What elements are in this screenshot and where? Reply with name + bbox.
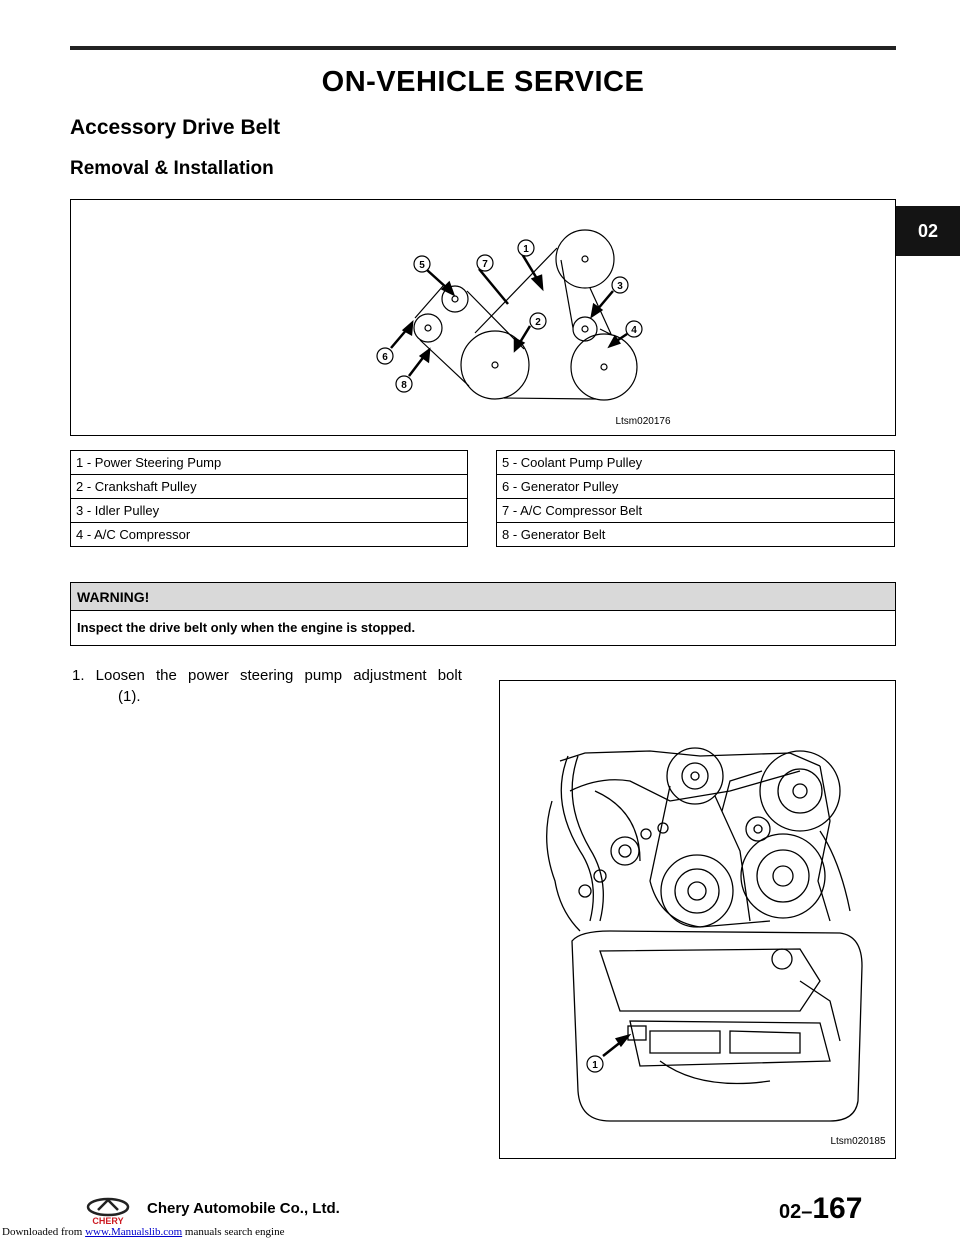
step-word: power xyxy=(188,667,229,684)
callout-6: 6 xyxy=(382,352,388,363)
callout-4: 4 xyxy=(631,325,637,336)
belt-routing-figure xyxy=(70,199,896,436)
warning-heading: WARNING! xyxy=(71,583,895,611)
manualslib-link[interactable]: www.Manualslib.com xyxy=(85,1226,183,1238)
legend-table-left xyxy=(70,450,468,547)
engine-illustration xyxy=(500,681,895,1158)
legend-table-right xyxy=(496,450,895,547)
step-word: steering xyxy=(240,667,294,684)
page-number xyxy=(779,1192,862,1226)
company-name: Chery Automobile Co., Ltd. xyxy=(147,1200,340,1217)
section-title: Accessory Drive Belt xyxy=(70,116,281,139)
step-word: pump xyxy=(304,667,343,684)
logo-text: CHERY xyxy=(92,1216,124,1226)
callout-8: 8 xyxy=(401,380,407,391)
download-suffix: manuals search engine xyxy=(184,1226,285,1238)
warning-text: Inspect the drive belt only when the engine is stopped. xyxy=(77,620,416,635)
download-prefix: Downloaded from xyxy=(2,1226,83,1238)
top-rule xyxy=(70,46,896,50)
legend-item: 8 - Generator Belt xyxy=(497,523,895,547)
legend-item: 3 - Idler Pulley xyxy=(71,499,468,523)
figure2-callout: 1 xyxy=(592,1060,598,1071)
chapter-tab: 02 xyxy=(896,206,960,256)
download-notice xyxy=(2,1226,284,1238)
callout-3: 3 xyxy=(617,281,623,292)
page-title: ON-VEHICLE SERVICE xyxy=(321,66,645,98)
page-prefix: 02– xyxy=(779,1201,813,1223)
figure2-caption: Ltsm020185 xyxy=(830,1136,886,1147)
generator-pulley-shape xyxy=(414,314,442,342)
chery-logo xyxy=(86,1196,130,1226)
step-word: bolt xyxy=(437,667,462,684)
callout-7: 7 xyxy=(482,259,488,270)
belt-routing-diagram xyxy=(71,200,895,435)
legend-item: 2 - Crankshaft Pulley xyxy=(71,475,468,499)
page-number-value: 167 xyxy=(812,1192,863,1225)
step-word: Loosen xyxy=(95,667,145,684)
legend-item: 6 - Generator Pulley xyxy=(497,475,895,499)
procedure-step xyxy=(72,665,462,707)
legend-item: 4 - A/C Compressor xyxy=(71,523,468,547)
step-number: 1. xyxy=(72,667,85,684)
legend-item: 7 - A/C Compressor Belt xyxy=(497,499,895,523)
callout-1: 1 xyxy=(523,244,529,255)
adjustment-bolt-figure xyxy=(499,680,896,1159)
legend-item: 5 - Coolant Pump Pulley xyxy=(497,451,895,475)
ac-compressor-pulley-shape xyxy=(571,334,637,400)
callout-5: 5 xyxy=(419,260,425,271)
step-word: adjustment xyxy=(353,667,427,684)
callout-2: 2 xyxy=(535,317,541,328)
figure1-caption: Ltsm020176 xyxy=(615,416,671,427)
idler-pulley-shape xyxy=(573,317,597,341)
warning-box xyxy=(70,582,896,646)
legend-item: 1 - Power Steering Pump xyxy=(71,451,468,475)
step-word: the xyxy=(156,667,177,684)
subsection-title: Removal & Installation xyxy=(70,158,274,179)
step-continuation: (1). xyxy=(118,688,141,705)
